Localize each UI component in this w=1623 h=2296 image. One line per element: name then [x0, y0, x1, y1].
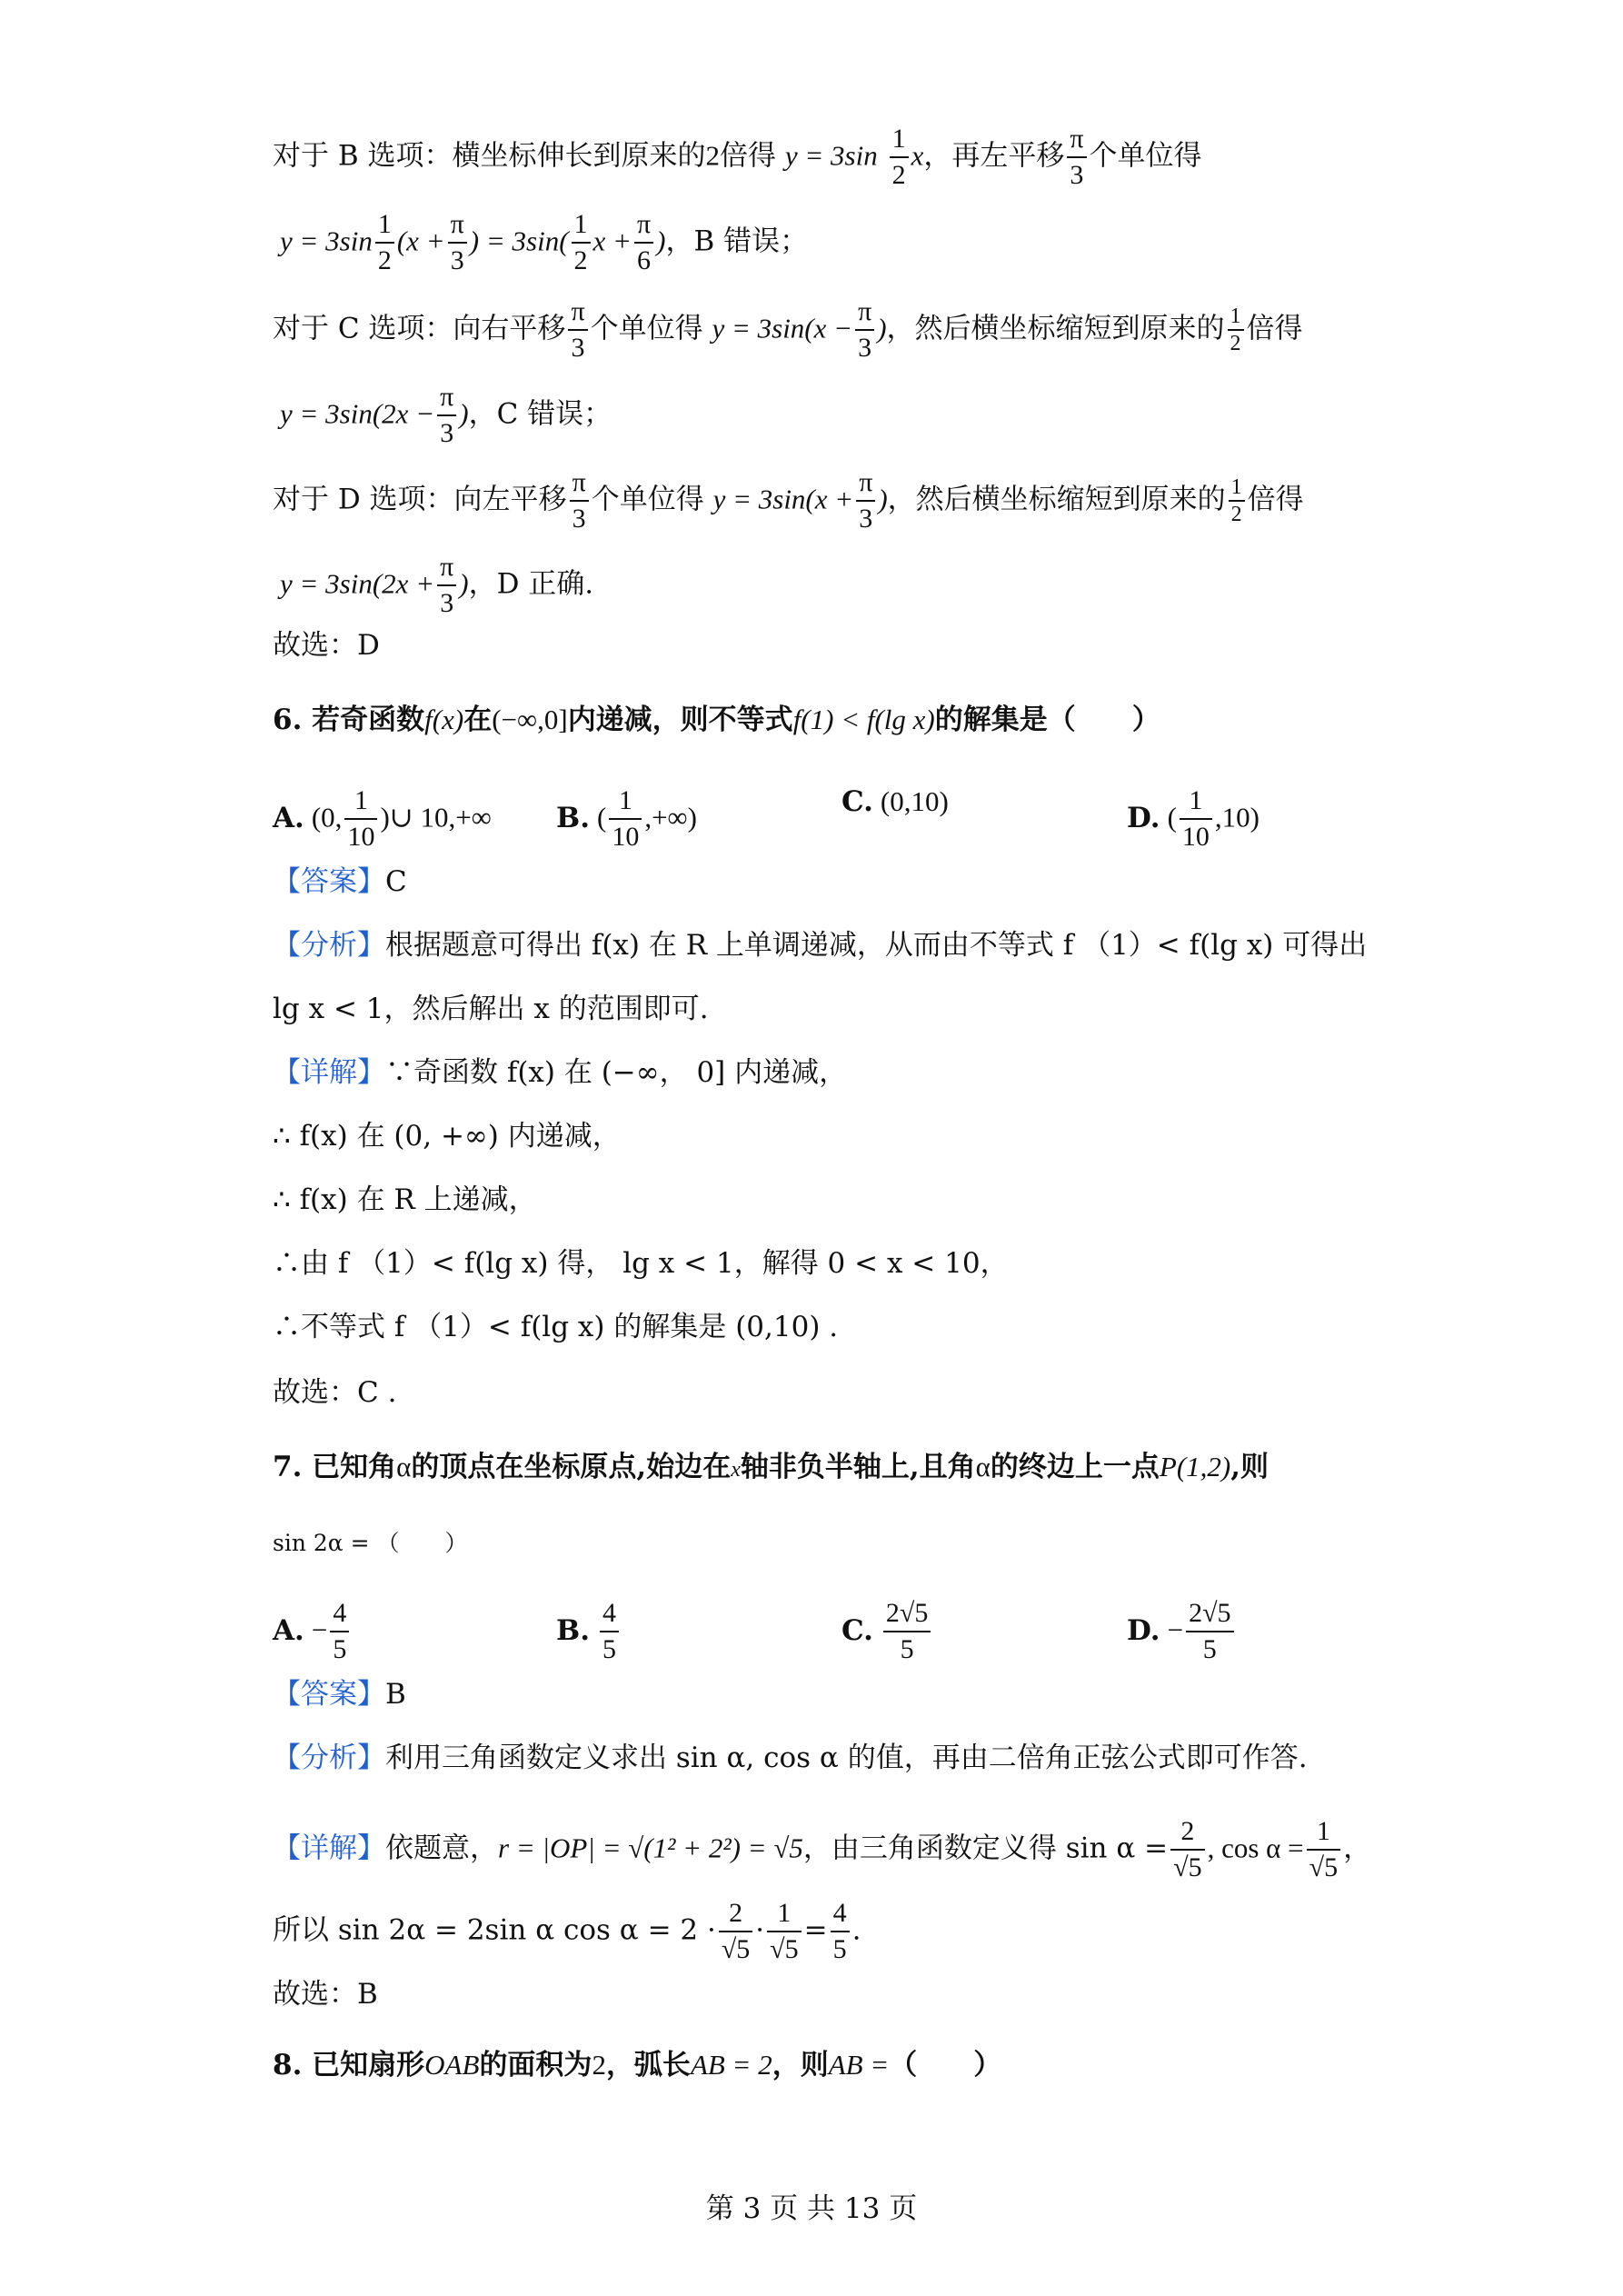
q6-option-d[interactable]: D. ( $\frac{1}{10}$ ,10): [1127, 784, 1260, 854]
q7-detail-line2: [273, 1896, 861, 1967]
question-7-stem-line2: sin 2α = （ ）: [273, 1530, 468, 1556]
question-7-stem: [273, 1449, 1269, 1488]
q6-option-a[interactable]: A. (0, $\frac{1}{10}$ )∪ 10,+∞: [273, 784, 492, 854]
q7-option-b[interactable]: B. $\frac{4}{5}$: [556, 1596, 622, 1667]
text: 内递减，则不等式: [567, 704, 793, 736]
math: ): [459, 567, 469, 600]
text: 已知扇形: [312, 2049, 425, 2081]
math: y = 3sin(2x +: [280, 567, 435, 600]
text: 轴非负半轴上,且角: [740, 1451, 976, 1483]
fraction: $\frac{2√5}{5}$: [1186, 1596, 1233, 1667]
q6-analysis-line2: lg x < 1，然后解出 x 的范围即可.: [273, 993, 709, 1025]
text: 依题意，: [385, 1832, 498, 1865]
text: （ ）: [889, 2049, 1002, 2081]
math: AB =: [828, 2049, 890, 2081]
fraction: $\frac{1}{2}$: [375, 207, 394, 278]
text: ，B 错误；: [665, 225, 809, 258]
text: 利用三角函数定义求出 sin α, cos α 的值，再由二倍角正弦公式即可作答.: [385, 1742, 1308, 1774]
question-number: 6.: [273, 704, 303, 736]
math: ): [459, 397, 469, 430]
q6-detail-line1: [273, 1054, 847, 1091]
text: 的顶点在坐标原点,始边在: [411, 1451, 732, 1483]
fraction: $\frac{\pi}{3}$: [1067, 122, 1086, 193]
page-footer: 第 3 页 共 13 页: [705, 2192, 918, 2225]
fraction: $\frac{1}{2}$: [1228, 304, 1244, 356]
math: P(1,2): [1159, 1451, 1231, 1482]
solution-d-line1: [273, 465, 1304, 536]
math: x: [731, 1458, 741, 1482]
q6-option-c[interactable]: C. (0,10): [841, 785, 949, 818]
fraction: $\frac{1}{10}$: [344, 784, 377, 854]
text: 倍得: [1246, 312, 1303, 345]
math: ·: [755, 1913, 765, 1947]
math: (x +: [396, 225, 445, 257]
fraction: $\frac{4}{5}$: [831, 1896, 850, 1967]
answer-tag: 【答案】: [273, 1678, 385, 1711]
analysis-tag: 【分析】: [273, 929, 385, 962]
answer-tag: 【答案】: [273, 865, 385, 898]
fraction: $\frac{1}{√5}$: [1307, 1814, 1340, 1885]
choice-line: 故选：D: [273, 629, 380, 662]
math: (−∞,0]: [492, 704, 568, 735]
text: 对于 C 选项：向右平移: [273, 312, 566, 345]
detail-tag: 【详解】: [273, 1832, 385, 1865]
fraction: $\frac{\pi}{3}$: [437, 380, 456, 451]
text: ，: [1343, 1832, 1372, 1865]
text: ，再左平移: [923, 139, 1065, 173]
fraction: $\frac{1}{2}$: [1229, 474, 1245, 527]
math: OAB: [424, 2049, 480, 2081]
text: ，则: [772, 2049, 829, 2081]
math: α: [975, 1451, 991, 1482]
text: 根据题意可得出 f(x) 在 R 上单调递减，从而由不等式 f （1）< f(lg x) 可得出: [385, 929, 1368, 962]
math: =: [803, 1913, 828, 1947]
fraction: $\frac{2}{√5}$: [1170, 1814, 1204, 1885]
math: f(1) < f(lg x): [792, 704, 935, 735]
solution-c-line2: [280, 380, 612, 451]
q6-answer: [273, 863, 407, 900]
math: y = 3sin: [280, 225, 373, 257]
fraction: $\frac{4}{5}$: [330, 1596, 349, 1667]
q6-analysis-line1: [273, 927, 1367, 963]
q6-detail-line2: ∴ f(x) 在 (0, +∞) 内递减，: [273, 1120, 621, 1153]
text: ，弧长: [605, 2049, 691, 2081]
math: , cos α =: [1207, 1832, 1304, 1864]
text: ,则: [1230, 1451, 1270, 1483]
text: 个单位得: [590, 312, 703, 345]
analysis-tag: 【分析】: [273, 1742, 385, 1774]
fraction: $\frac{1}{10}$: [609, 784, 642, 854]
q7-choice: 故选：B: [273, 1978, 378, 2011]
math: ): [877, 312, 887, 344]
math: α: [396, 1451, 412, 1482]
math: 2: [705, 139, 720, 172]
text: 的解集是（ ）: [934, 704, 1160, 736]
math: 2: [592, 2049, 606, 2081]
math: y = 3sin(x +: [712, 483, 854, 515]
math: x +: [592, 225, 632, 257]
text: ∵奇函数 f(x) 在 (−∞， 0] 内递减，: [385, 1056, 848, 1089]
text: ，由三角函数定义得 sin α =: [802, 1832, 1169, 1865]
text: 对于 D 选项：向左平移: [273, 483, 567, 516]
solution-b-line1: [273, 122, 1202, 193]
fraction: $\frac{1}{√5}$: [767, 1896, 801, 1967]
fraction: $\frac{\pi}{3}$: [570, 465, 589, 536]
question-6-stem: [273, 702, 1160, 738]
math: y = 3sin(x −: [712, 312, 853, 344]
math: f(x): [424, 704, 464, 735]
fraction: $\frac{1}{2}$: [572, 207, 591, 278]
q7-answer: [273, 1676, 406, 1712]
math: x: [911, 139, 924, 172]
text: 的面积为: [479, 2049, 592, 2081]
q6-option-b[interactable]: B. ( $\frac{1}{10}$ ,+∞): [556, 784, 697, 854]
math: ): [656, 225, 666, 257]
text: ，然后横坐标缩短到原来的: [886, 312, 1225, 345]
text: 在: [463, 704, 493, 736]
text: 的终边上一点: [990, 1451, 1160, 1483]
q6-detail-line3: ∴ f(x) 在 R 上递减，: [273, 1183, 537, 1216]
solution-c-line1: [273, 294, 1303, 365]
solution-d-line2: [280, 550, 593, 621]
fraction: $\frac{2√5}{5}$: [883, 1596, 931, 1667]
text: 倍得: [720, 139, 776, 173]
fraction: $\frac{1}{2}$: [890, 122, 909, 193]
fraction: $\frac{\pi}{3}$: [437, 550, 456, 621]
math: y = 3sin(2x −: [280, 397, 435, 430]
question-number: 7.: [273, 1451, 303, 1483]
q6-detail-line4: ∴由 f （1）< f(lg x) 得， lg x < 1，解得 0 < x < 10，: [273, 1247, 1009, 1280]
text: 倍得: [1247, 483, 1304, 516]
text: ，D 正确.: [468, 567, 594, 601]
math: .: [851, 1913, 861, 1947]
math: AB = 2: [690, 2049, 772, 2081]
text: ，然后横坐标缩短到原来的: [887, 483, 1226, 516]
fraction: $\frac{\pi}{3}$: [855, 294, 874, 365]
question-number: 8.: [273, 2049, 303, 2081]
answer-value: B: [385, 1678, 406, 1711]
q7-option-c[interactable]: C. $\frac{2√5}{5}$: [841, 1596, 933, 1667]
fraction: $\frac{1}{10}$: [1180, 784, 1212, 854]
q7-option-d[interactable]: D. − $\frac{2√5}{5}$: [1127, 1596, 1237, 1667]
q6-detail-line6: 故选：C .: [273, 1376, 397, 1409]
text: 个单位得: [1089, 139, 1202, 173]
text: 所以 sin 2α = 2sin α cos α = 2 ·: [273, 1913, 716, 1947]
math: r = |OP| = √(1² + 2²) = √5: [498, 1832, 803, 1864]
text: 对于 B 选项：横坐标伸长到原来的: [273, 139, 706, 173]
q7-analysis: [273, 1740, 1308, 1776]
q7-detail-line1: [273, 1814, 1371, 1885]
math: y = 3sin: [784, 139, 878, 172]
text: ，C 错误；: [468, 397, 612, 431]
fraction: $\frac{\pi}{3}$: [856, 465, 875, 536]
solution-b-line2: [280, 207, 808, 278]
answer-value: C: [385, 865, 407, 898]
question-8-stem: [273, 2047, 1001, 2083]
fraction: $\frac{2}{√5}$: [719, 1896, 752, 1967]
fraction: $\frac{4}{5}$: [600, 1596, 619, 1667]
detail-tag: 【详解】: [273, 1056, 385, 1089]
text: 已知角: [312, 1451, 397, 1483]
math: ) = 3sin(: [469, 225, 569, 257]
q6-detail-line5: ∴不等式 f （1）< f(lg x) 的解集是 (0,10) .: [273, 1311, 839, 1343]
math: ): [878, 483, 888, 515]
q7-option-a[interactable]: A. − $\frac{4}{5}$: [273, 1596, 352, 1667]
text: 若奇函数: [312, 704, 425, 736]
text: 个单位得: [591, 483, 704, 516]
fraction: $\frac{\pi}{3}$: [568, 294, 587, 365]
fraction: $\frac{\pi}{6}$: [634, 207, 653, 278]
fraction: $\frac{\pi}{3}$: [448, 207, 467, 278]
